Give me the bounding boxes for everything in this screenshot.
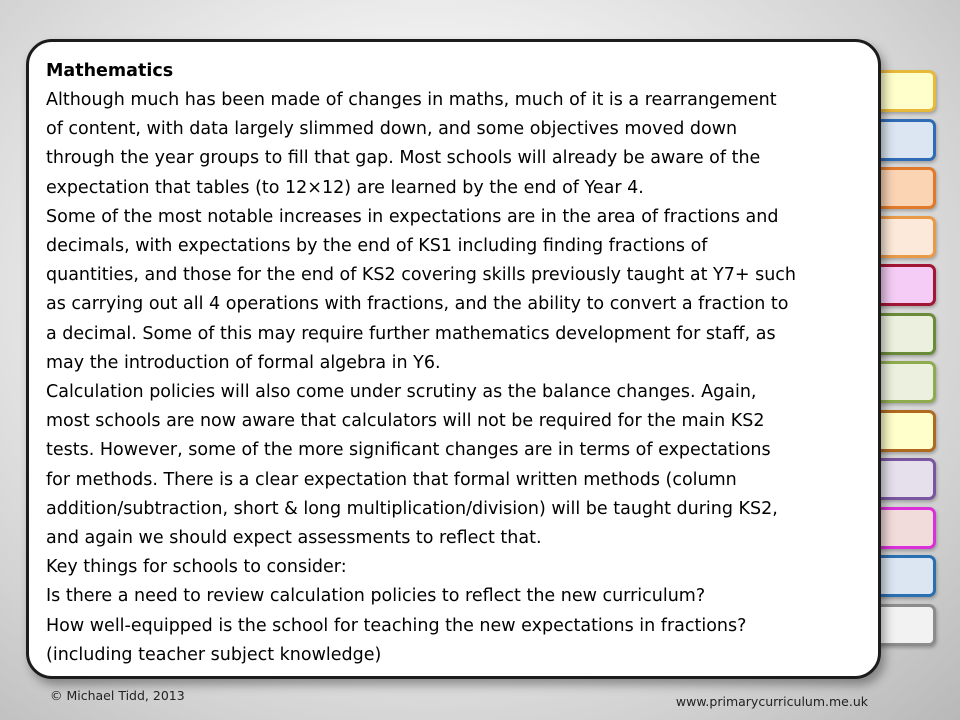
card-text-line: expectation that tables (to 12×12) are learned by the end of Year 4.: [46, 177, 644, 198]
card-text-line: Is there a need to review calculation policies to reflect the new curriculum?: [46, 586, 706, 607]
card-text-line: for methods. There is a clear expectation that formal written methods (column: [46, 469, 737, 490]
card-text-line: (including teacher subject knowledge): [46, 644, 382, 665]
card-text-line: addition/subtraction, short & long multiplication/division) will be taught during KS2,: [46, 498, 778, 519]
card-text-line: Key things for schools to consider:: [46, 557, 347, 578]
card-title: Mathematics: [46, 61, 174, 81]
card-text-line: of content, with data largely slimmed down, and some objectives moved down: [46, 119, 738, 140]
card-text-line: Some of the most notable increases in expectations are in the area of fractions and: [46, 206, 779, 227]
website-link[interactable]: www.primarycurriculum.me.uk: [675, 694, 868, 709]
card-text-line: decimals, with expectations by the end of KS1 including finding fractions of: [46, 236, 708, 257]
card-text-line: most schools are now aware that calculators will not be required for the main KS2: [46, 411, 765, 432]
card-text-line: as carrying out all 4 operations with fractions, and the ability to convert a fraction to: [46, 294, 789, 315]
card-text-line: How well-equipped is the school for teaching the new expectations in fractions?: [46, 615, 747, 636]
content-card: [26, 39, 881, 679]
card-text-line: Calculation policies will also come under scrutiny as the balance changes. Again,: [46, 382, 757, 403]
card-text-line: may the introduction of formal algebra in Y6.: [46, 352, 441, 373]
card-text-line: through the year groups to fill that gap. Most schools will already be aware of the: [46, 148, 761, 169]
card-text-line: tests. However, some of the more significant changes are in terms of expectations: [46, 440, 771, 461]
card-text-line: a decimal. Some of this may require further mathematics development for staff, as: [46, 323, 776, 344]
copyright-text: © Michael Tidd, 2013: [50, 688, 185, 703]
card-text-line: Although much has been made of changes in maths, much of it is a rearrangement: [46, 90, 777, 110]
card-text-line: quantities, and those for the end of KS2 covering skills previously taught at Y7+ such: [46, 265, 797, 286]
card-text-line: and again we should expect assessments to reflect that.: [46, 528, 542, 549]
